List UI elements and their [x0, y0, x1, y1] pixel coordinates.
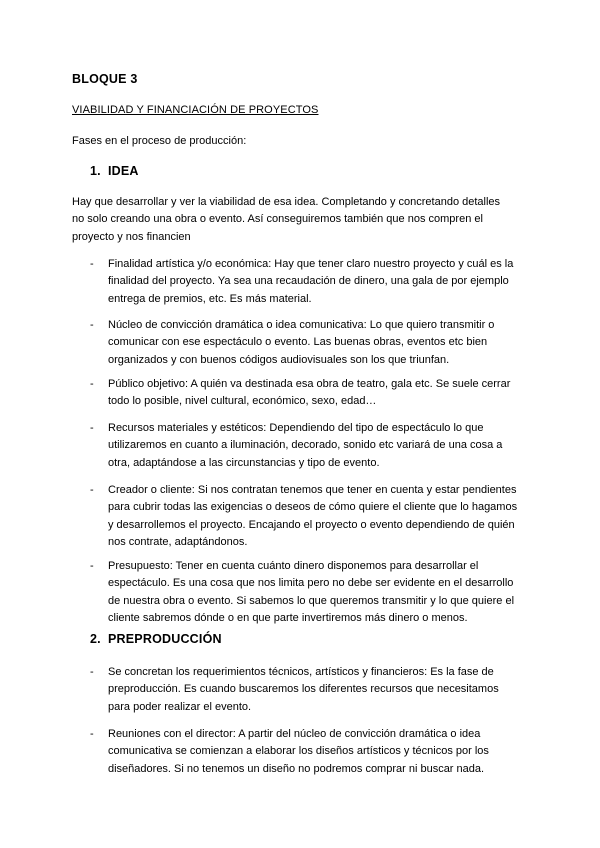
bullet-dash: -	[90, 666, 94, 678]
section-paragraph-idea: Hay que desarrollar y ver la viabilidad de esa idea. Completando y concretando detalles no solo creando una obra o evento. Así conseguiremos también que nos compren el proyecto y nos financien	[72, 196, 501, 243]
list-item	[90, 256, 520, 308]
list-item-text: Creador o cliente: Si nos contratan tenemos que tener en cuenta y estar pendientes para cubrir todas las exigencias o deseos de cómo quiere el cliente que lo hagamos y desarrollemos el proyecto. Encajando el proyecto o evento dependiendo de quién nos contrate, adaptándonos.	[108, 484, 518, 548]
list-item-text: Núcleo de convicción dramática o idea comunicativa: Lo que quiero transmitir o comunicar con ese espectáculo o evento. Las buenas obras, eventos etc bien organizados y con buenos códigos audiovisuales son los que triunfan.	[108, 319, 495, 366]
list-item	[90, 420, 520, 472]
list-item	[90, 558, 520, 627]
list-item-text: Se concretan los requerimientos técnicos, artísticos y financieros: Es la fase de preproducción. Es cuando buscaremos los diferentes recursos que necesitamos para poder realizar el evento.	[108, 666, 499, 713]
bullet-dash: -	[90, 728, 94, 740]
list-item	[90, 664, 520, 716]
document-subtitle: VIABILIDAD Y FINANCIACIÓN DE PROYECTOS	[72, 104, 319, 116]
bullet-dash: -	[90, 319, 94, 331]
list-item	[90, 482, 520, 551]
list-item-text: Reuniones con el director: A partir del núcleo de convicción dramática o idea comunicativa se comienzan a elaborar los diseños artísticos y técnicos por los diseñadores. Si no tenemos un diseño no podremos comprar ni buscar nada.	[108, 728, 489, 775]
list-item-text: Público objetivo: A quién va destinada esa obra de teatro, gala etc. Se suele cerrar todo lo posible, nivel cultural, económico, sexo, edad…	[108, 378, 511, 408]
section-title: PREPRODUCCIÓN	[108, 632, 222, 646]
block-title: BLOQUE 3	[72, 72, 138, 86]
bullet-dash: -	[90, 422, 94, 434]
section-title: IDEA	[108, 164, 139, 178]
list-item	[90, 726, 520, 778]
bullet-dash: -	[90, 560, 94, 572]
intro-text: Fases en el proceso de producción:	[72, 135, 247, 147]
list-item-text: Recursos materiales y estéticos: Dependiendo del tipo de espectáculo lo que utilizaremos en cuanto a iluminación, decorado, sonido etc variará de una cosa a otra, adaptándose a las circunstancias y tipo de evento.	[108, 422, 503, 469]
section-number: 2.	[90, 632, 101, 646]
list-item	[90, 376, 520, 411]
list-item	[90, 317, 520, 369]
section-heading-idea	[90, 164, 139, 178]
section-heading-preproduccion	[90, 632, 222, 646]
list-item-text: Presupuesto: Tener en cuenta cuánto dinero disponemos para desarrollar el espectáculo. Es una cosa que nos limita pero no debe ser evidente en el desarrollo de nuestra obra o evento. Si sabemos lo que queremos transmitir y lo que quiere el cliente sabremos dónde o en que parte invertiremos más dinero o menos.	[108, 560, 515, 624]
bullet-dash: -	[90, 378, 94, 390]
list-item-text: Finalidad artística y/o económica: Hay que tener claro nuestro proyecto y cuál es la finalidad del proyecto. Ya sea una recaudación de dinero, una gala de por ejemplo entrega de premios, etc. Es más material.	[108, 258, 514, 305]
bullet-dash: -	[90, 258, 94, 270]
bullet-dash: -	[90, 484, 94, 496]
section-number: 1.	[90, 164, 101, 178]
